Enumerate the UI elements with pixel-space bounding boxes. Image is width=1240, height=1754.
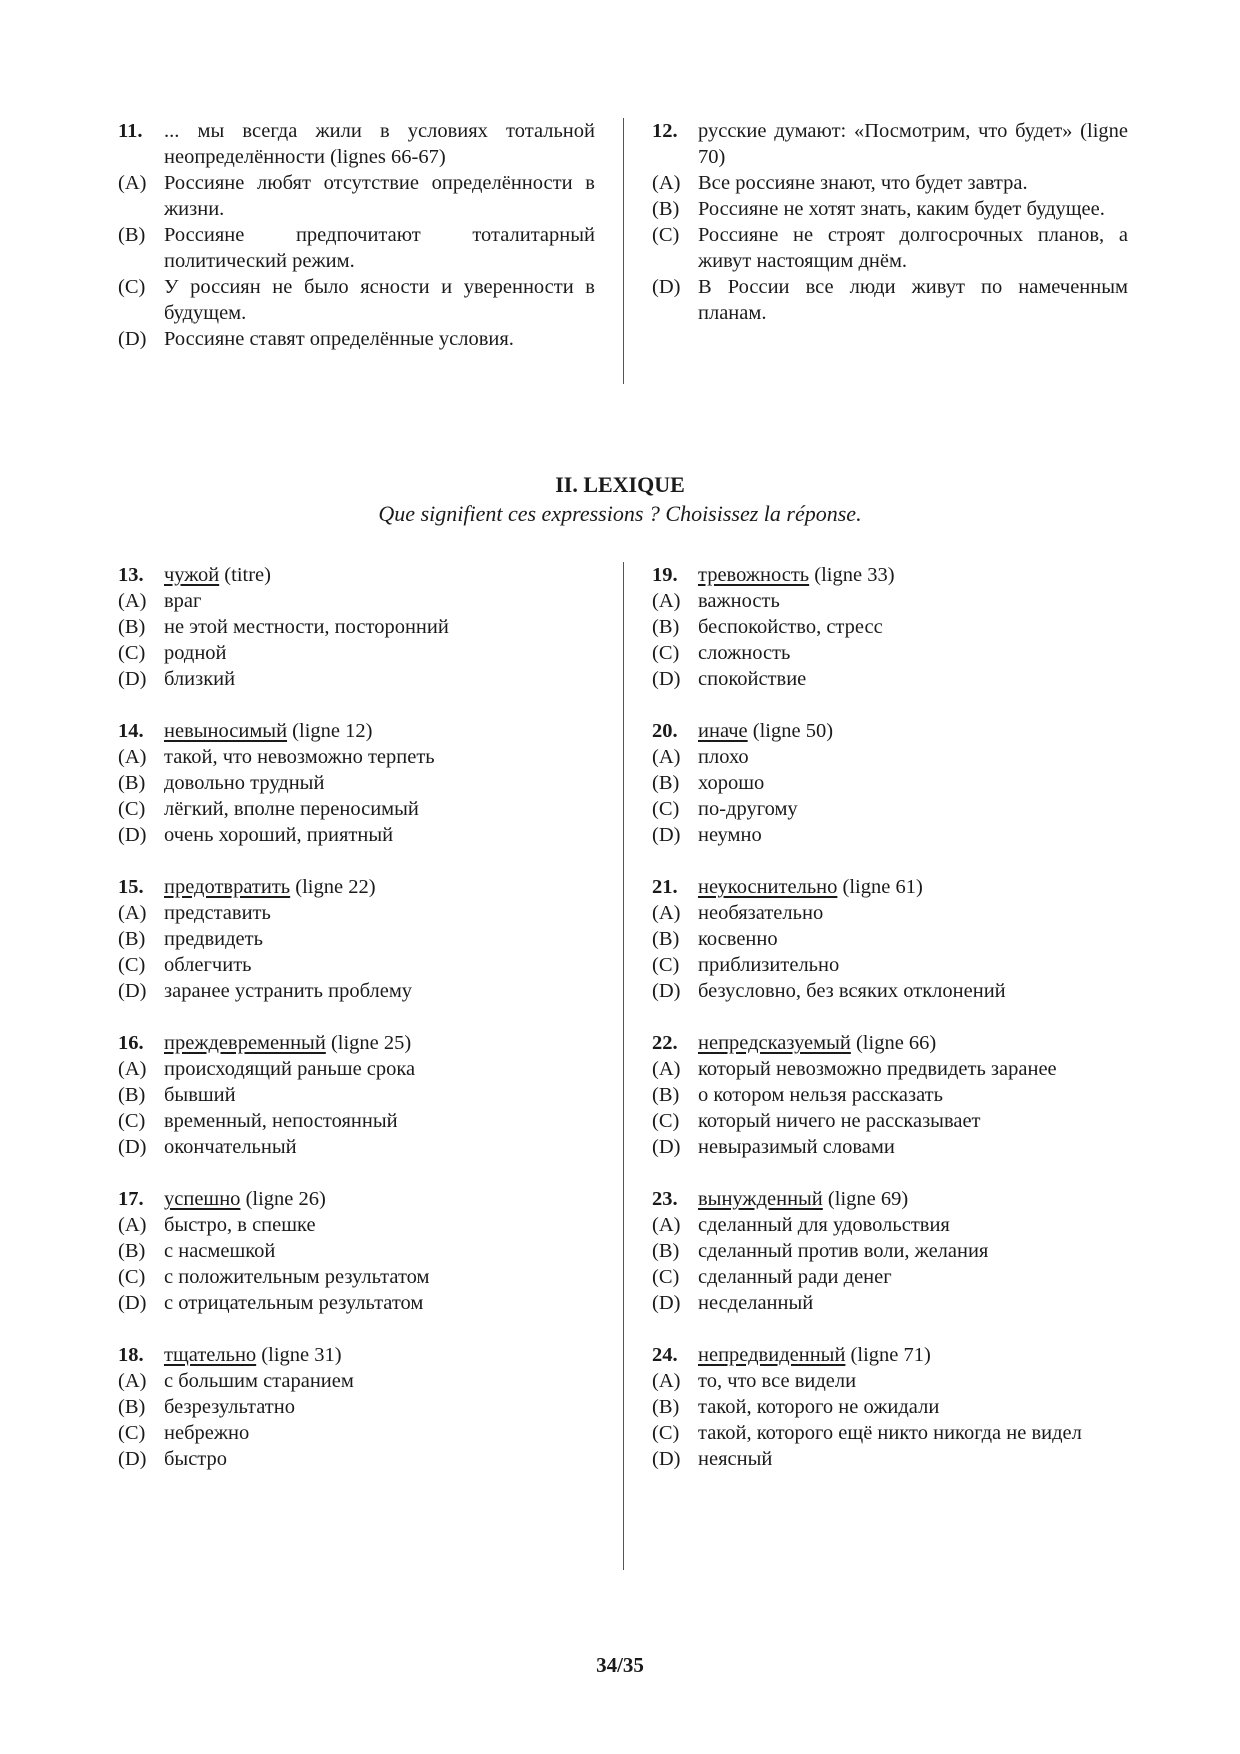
line-reference: (ligne 61): [837, 876, 923, 898]
question-22: [652, 1030, 1128, 1160]
option-text: очень хороший, приятный: [164, 824, 394, 846]
option-text: важность: [698, 590, 780, 612]
target-word: тщательно: [164, 1344, 257, 1366]
option-letter: (C): [652, 642, 680, 664]
option-text: заранее устранить проблему: [164, 980, 413, 1002]
option-letter: (B): [652, 616, 680, 638]
option-text: предвидеть: [164, 928, 263, 950]
option: [652, 1108, 1128, 1134]
question-24: [652, 1342, 1128, 1472]
option-letter: (A): [652, 1058, 681, 1080]
option-text: который невозможно предвидеть заранее: [698, 1058, 1057, 1080]
option: [118, 170, 595, 222]
option-letter: (B): [652, 928, 680, 950]
option-text: Россияне не строят долгосрочных планов, а живут настоящим днём.: [698, 224, 1128, 272]
question-14: [118, 718, 595, 848]
option-letter: (B): [118, 772, 146, 794]
target-word: чужой: [164, 564, 220, 586]
option: [118, 952, 595, 978]
line-reference: (ligne 25): [325, 1032, 412, 1054]
question-number: 14.: [118, 720, 144, 742]
option: [652, 222, 1128, 274]
option-text: то, что все видели: [698, 1370, 857, 1392]
question-quote: русские думают: «Посмотрим, что будет» (ligne 70): [698, 120, 1128, 168]
question-11: [118, 118, 595, 352]
question-number: 12.: [652, 120, 678, 142]
line-reference: (titre): [219, 564, 271, 586]
question-number: 15.: [118, 876, 144, 898]
option-text: представить: [164, 902, 271, 924]
option: [652, 1368, 1128, 1394]
option: [652, 1264, 1128, 1290]
option-letter: (A): [118, 902, 147, 924]
option-letter: (D): [118, 1292, 147, 1314]
option: [118, 978, 595, 1004]
option: [652, 170, 1128, 196]
option-letter: (B): [118, 1240, 146, 1262]
option-letter: (B): [652, 198, 680, 220]
option-letter: (A): [652, 1370, 681, 1392]
option-text: В России все люди живут по намеченным планам.: [698, 276, 1128, 324]
option-letter: (A): [118, 1058, 147, 1080]
question-number: 24.: [652, 1344, 678, 1366]
option-letter: (B): [652, 772, 680, 794]
option: [118, 1264, 595, 1290]
question-number: 22.: [652, 1032, 678, 1054]
question-quote: ... мы всегда жили в условиях тотальной неопределённости (lignes 66-67): [164, 120, 595, 168]
option-text: по-другому: [698, 798, 798, 820]
option: [118, 1290, 595, 1316]
option: [118, 614, 595, 640]
option-letter: (B): [652, 1396, 680, 1418]
option: [118, 1134, 595, 1160]
option-letter: (B): [118, 224, 146, 246]
option: [118, 1420, 595, 1446]
option-text: косвенно: [698, 928, 778, 950]
target-word: иначе: [698, 720, 748, 742]
option-letter: (D): [652, 980, 681, 1002]
option-text: с положительным результатом: [164, 1266, 430, 1288]
option-text: близкий: [164, 668, 236, 690]
option: [652, 274, 1128, 326]
question-number: 17.: [118, 1188, 144, 1210]
option: [652, 666, 1128, 692]
question-number: 11.: [118, 120, 143, 142]
option-text: неумно: [698, 824, 762, 846]
question-number: 16.: [118, 1032, 144, 1054]
option-letter: (B): [118, 928, 146, 950]
option: [652, 1212, 1128, 1238]
line-reference: (ligne 26): [240, 1188, 326, 1210]
section-title: II. LEXIQUE: [555, 472, 685, 497]
option: [118, 1056, 595, 1082]
option: [652, 926, 1128, 952]
option-text: быстро: [164, 1448, 228, 1470]
option-letter: (D): [652, 1136, 681, 1158]
option-text: быстро, в спешке: [164, 1214, 316, 1236]
question-13: [118, 562, 595, 692]
option-letter: (A): [118, 746, 147, 768]
option: [118, 770, 595, 796]
option-text: безрезультатно: [164, 1396, 295, 1418]
line-reference: (ligne 66): [850, 1032, 937, 1054]
option-letter: (B): [118, 1396, 146, 1418]
option-letter: (C): [118, 1266, 146, 1288]
line-reference: (ligne 31): [256, 1344, 342, 1366]
option-text: хорошо: [698, 772, 765, 794]
option-letter: (C): [652, 954, 680, 976]
left-column: [118, 118, 623, 384]
option: [652, 1446, 1128, 1472]
option-text: окончательный: [164, 1136, 297, 1158]
option-text: враг: [164, 590, 202, 612]
option-text: приблизительно: [698, 954, 840, 976]
option: [652, 796, 1128, 822]
option: [118, 666, 595, 692]
option: [118, 640, 595, 666]
option: [118, 1082, 595, 1108]
option-text: с отрицательным результатом: [164, 1292, 424, 1314]
line-reference: (ligne 50): [747, 720, 834, 742]
question-number: 18.: [118, 1344, 144, 1366]
option-letter: (C): [118, 1110, 146, 1132]
target-word: предотвратить: [164, 876, 291, 898]
option-text: временный, непостоянный: [164, 1110, 398, 1132]
option-letter: (A): [118, 1214, 147, 1236]
option: [652, 744, 1128, 770]
question-19: [652, 562, 1128, 692]
option-text: который ничего не рассказывает: [698, 1110, 981, 1132]
option: [652, 900, 1128, 926]
question-number: 21.: [652, 876, 678, 898]
target-word: невыносимый: [164, 720, 288, 742]
option-text: беспокойство, стресс: [698, 616, 883, 638]
option: [118, 822, 595, 848]
option: [118, 274, 595, 326]
option: [118, 1108, 595, 1134]
line-reference: (ligne 71): [845, 1344, 931, 1366]
option-text: сделанный против воли, желания: [698, 1240, 989, 1262]
option-letter: (A): [118, 172, 147, 194]
option-letter: (A): [652, 1214, 681, 1236]
option: [118, 1394, 595, 1420]
right-column: [623, 118, 1128, 384]
option-text: сложность: [698, 642, 791, 664]
section-instructions: Que signifient ces expressions ? Choisissez la réponse.: [378, 501, 862, 526]
option: [652, 588, 1128, 614]
question-18: [118, 1342, 595, 1472]
option: [118, 222, 595, 274]
question-20: [652, 718, 1128, 848]
option-letter: (D): [652, 276, 681, 298]
option: [652, 952, 1128, 978]
option-letter: (A): [652, 746, 681, 768]
question-number: 13.: [118, 564, 144, 586]
option-letter: (C): [118, 642, 146, 664]
option-letter: (A): [118, 590, 147, 612]
question-21: [652, 874, 1128, 1004]
option-letter: (A): [652, 590, 681, 612]
option-letter: (B): [118, 1084, 146, 1106]
option-text: сделанный ради денег: [698, 1266, 892, 1288]
option-text: У россиян не было ясности и уверенности в будущем.: [164, 276, 595, 324]
option-letter: (C): [652, 1110, 680, 1132]
option-text: невыразимый словами: [698, 1136, 895, 1158]
option-text: происходящий раньше срока: [164, 1058, 416, 1080]
option: [118, 744, 595, 770]
question-12: [652, 118, 1128, 326]
question-number: 19.: [652, 564, 678, 586]
target-word: неукоснительно: [698, 876, 838, 898]
question-17: [118, 1186, 595, 1316]
option-text: о котором нельзя рассказать: [698, 1084, 943, 1106]
option-letter: (C): [118, 276, 146, 298]
option-text: Россияне предпочитают тоталитарный политический режим.: [164, 224, 595, 272]
option-letter: (D): [118, 824, 147, 846]
option-letter: (D): [118, 1136, 147, 1158]
option: [118, 1446, 595, 1472]
option-letter: (D): [118, 1448, 147, 1470]
option: [652, 1394, 1128, 1420]
option-text: с большим старанием: [164, 1370, 354, 1392]
option-text: спокойствие: [698, 668, 807, 690]
option-text: лёгкий, вполне переносимый: [164, 798, 419, 820]
option: [652, 196, 1128, 222]
option-letter: (C): [118, 954, 146, 976]
option-letter: (A): [118, 1370, 147, 1392]
option-letter: (B): [652, 1240, 680, 1262]
option-text: такой, что невозможно терпеть: [164, 746, 435, 768]
option-text: сделанный для удовольствия: [698, 1214, 950, 1236]
option: [652, 1082, 1128, 1108]
target-word: непредвиденный: [698, 1344, 846, 1366]
option-text: родной: [164, 642, 227, 664]
line-reference: (ligne 69): [822, 1188, 909, 1210]
option: [118, 900, 595, 926]
option-text: бывший: [164, 1084, 236, 1106]
question-number: 20.: [652, 720, 678, 742]
right-column: [623, 562, 1128, 1570]
option-text: Все россияне знают, что будет завтра.: [698, 172, 1028, 194]
option-text: такой, которого ещё никто никогда не видел: [698, 1422, 1082, 1444]
question-number: 23.: [652, 1188, 678, 1210]
option-letter: (D): [652, 1292, 681, 1314]
target-word: непредсказуемый: [698, 1032, 851, 1054]
option: [118, 926, 595, 952]
option-text: Россияне любят отсутствие определённости в жизни.: [164, 172, 595, 220]
option: [118, 796, 595, 822]
option-letter: (D): [652, 668, 681, 690]
target-word: преждевременный: [164, 1032, 326, 1054]
left-column: [118, 562, 623, 1570]
option: [652, 640, 1128, 666]
option: [118, 1212, 595, 1238]
target-word: успешно: [164, 1188, 241, 1210]
option: [652, 978, 1128, 1004]
option-text: довольно трудный: [164, 772, 325, 794]
question-16: [118, 1030, 595, 1160]
lexique-questions: [118, 562, 1128, 1570]
option-letter: (B): [118, 616, 146, 638]
option-letter: (D): [118, 328, 147, 350]
option: [652, 822, 1128, 848]
option: [652, 1056, 1128, 1082]
option: [118, 326, 595, 352]
option-text: с насмешкой: [164, 1240, 276, 1262]
option-letter: (A): [652, 902, 681, 924]
page-number: 34/35: [596, 1653, 644, 1677]
option-letter: (D): [652, 1448, 681, 1470]
line-reference: (ligne 12): [287, 720, 373, 742]
option-text: Россияне ставят определённые условия.: [164, 328, 514, 350]
option-text: необязательно: [698, 902, 824, 924]
option-text: неясный: [698, 1448, 773, 1470]
option-letter: (B): [652, 1084, 680, 1106]
option-letter: (A): [652, 172, 681, 194]
option: [652, 1420, 1128, 1446]
option-letter: (C): [118, 798, 146, 820]
option-letter: (D): [118, 980, 147, 1002]
option: [652, 1238, 1128, 1264]
option-letter: (C): [118, 1422, 146, 1444]
target-word: вынужденный: [698, 1188, 823, 1210]
option-letter: (C): [652, 798, 680, 820]
option-text: облегчить: [164, 954, 252, 976]
option: [118, 1238, 595, 1264]
line-reference: (ligne 22): [290, 876, 376, 898]
option-letter: (D): [118, 668, 147, 690]
option-text: небрежно: [164, 1422, 250, 1444]
line-reference: (ligne 33): [809, 564, 895, 586]
comprehension-questions: [118, 118, 1128, 384]
option: [652, 614, 1128, 640]
option: [118, 588, 595, 614]
option-text: Россияне не хотят знать, каким будет будущее.: [698, 198, 1105, 220]
option: [652, 770, 1128, 796]
option-letter: (C): [652, 1266, 680, 1288]
question-15: [118, 874, 595, 1004]
option-letter: (C): [652, 1422, 680, 1444]
option: [652, 1290, 1128, 1316]
question-23: [652, 1186, 1128, 1316]
option: [118, 1368, 595, 1394]
option-text: плохо: [698, 746, 749, 768]
option-text: безусловно, без всяких отклонений: [698, 980, 1006, 1002]
option-letter: (D): [652, 824, 681, 846]
option-text: несделанный: [698, 1292, 814, 1314]
option-text: такой, которого не ожидали: [698, 1396, 940, 1418]
target-word: тревожность: [698, 564, 810, 586]
option: [652, 1134, 1128, 1160]
option-letter: (C): [652, 224, 680, 246]
option-text: не этой местности, посторонний: [164, 616, 449, 638]
